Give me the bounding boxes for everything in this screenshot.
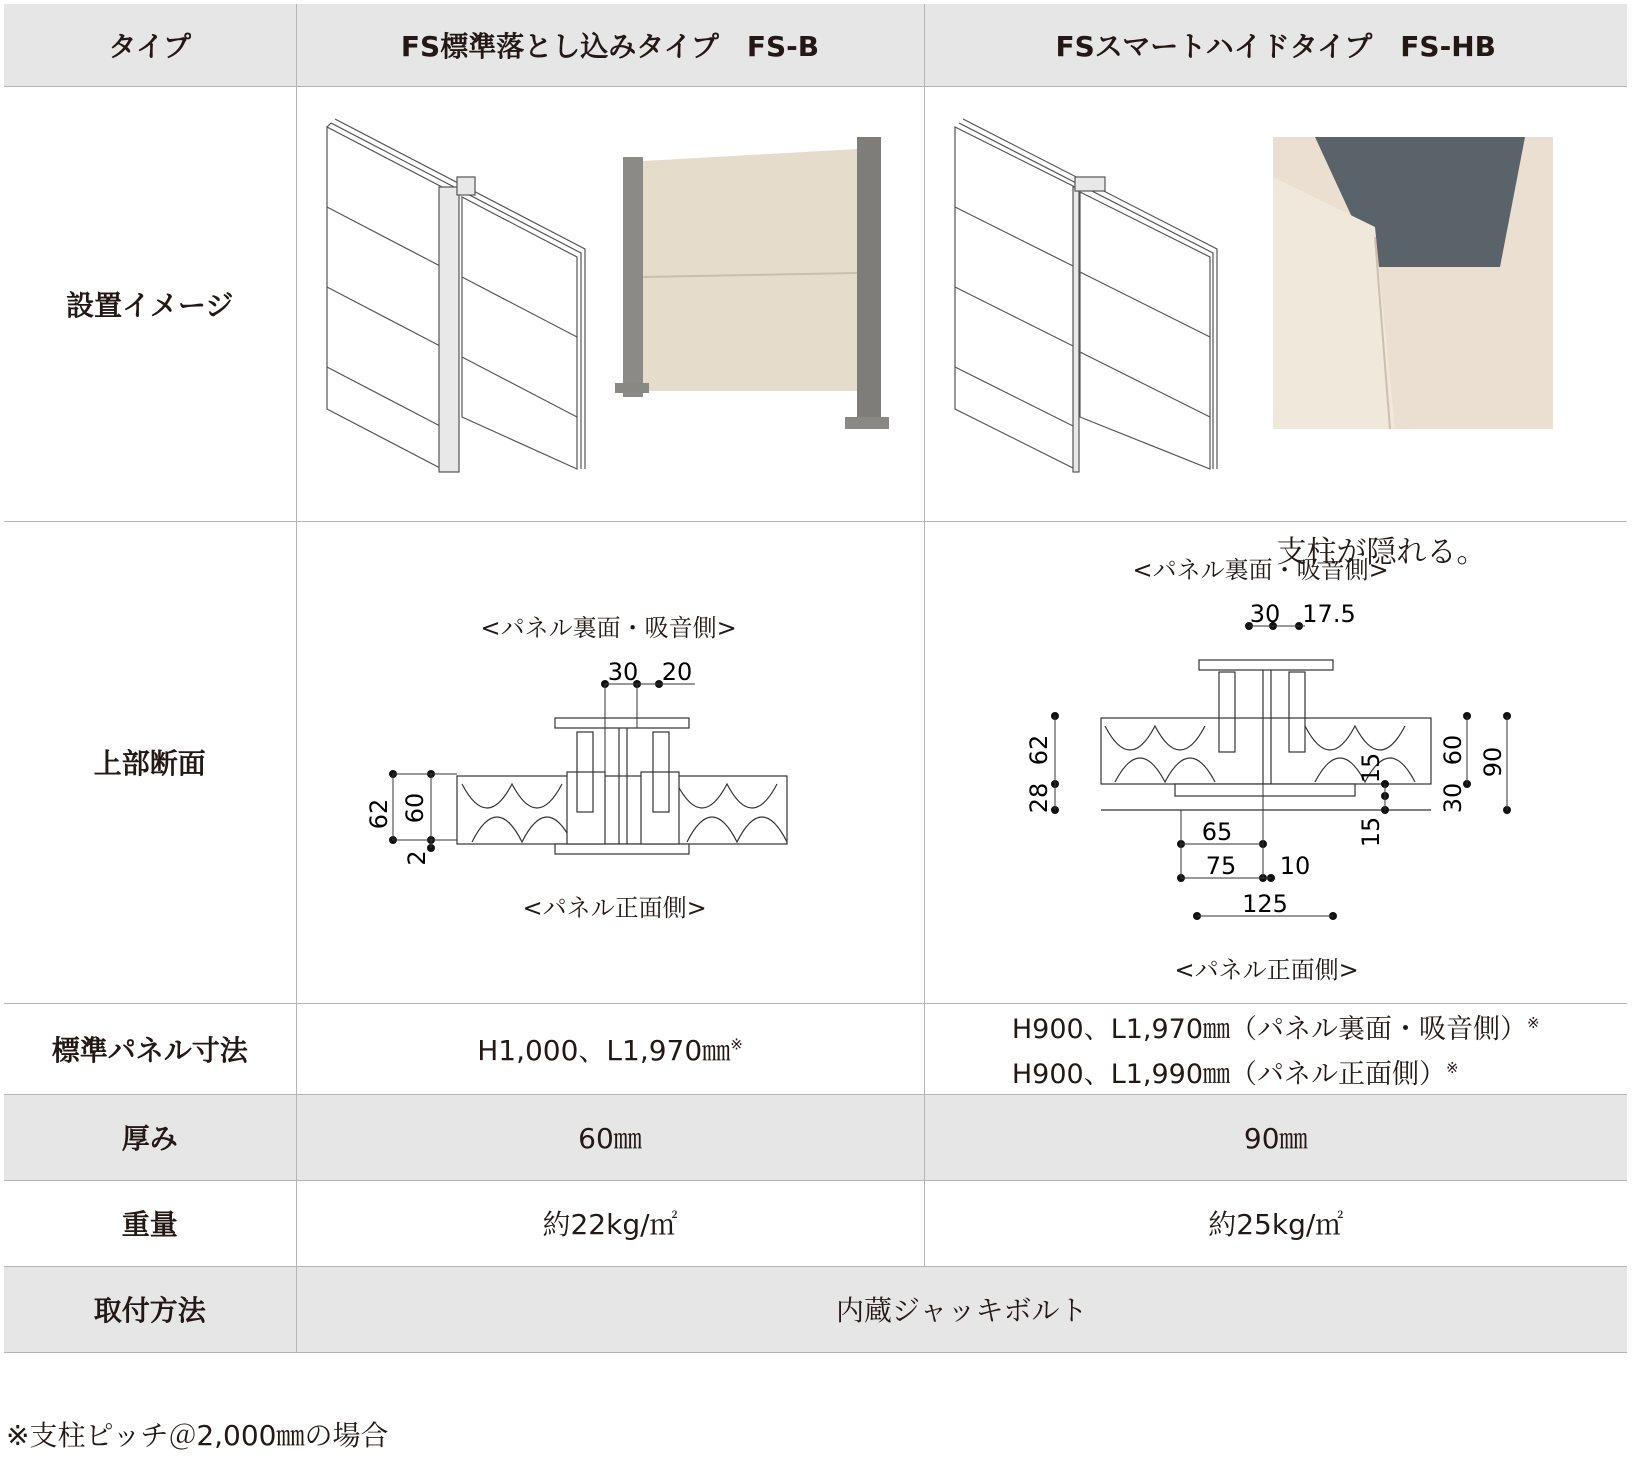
mount-row <box>4 1266 1627 1352</box>
fsb-photo <box>615 137 889 429</box>
fsb-section-cell <box>296 521 924 1003</box>
fsb-image-cell <box>296 86 924 521</box>
fsb-section-drawing <box>297 522 925 1004</box>
fshb-dim-75: 75 <box>1205 851 1236 880</box>
fshb-dim-15-a: 15 <box>1356 752 1385 783</box>
image-row-label: 設置イメージ <box>4 86 296 521</box>
mount-label: 取付方法 <box>4 1266 296 1352</box>
fshb-section-cell <box>924 521 1627 1003</box>
fshb-weight: 約25kg/㎡ <box>924 1180 1627 1266</box>
section-row <box>4 521 1627 1003</box>
header-row <box>4 4 1627 86</box>
fshb-install-illustration <box>925 87 1628 517</box>
fshb-section-bottom-label: <パネル正面側> <box>1174 955 1359 984</box>
image-row <box>4 86 1627 521</box>
fsb-dim-62: 62 <box>364 798 393 829</box>
fshb-dim-90: 90 <box>1478 746 1507 777</box>
fsb-panel-size <box>296 1003 924 1094</box>
fshb-dim-10: 10 <box>1279 851 1310 880</box>
fshb-dim-17-5: 17.5 <box>1301 599 1356 628</box>
fshb-panel-size-note-2: ※ <box>1446 1058 1459 1077</box>
weight-label: 重量 <box>4 1180 296 1266</box>
fsb-weight: 約22kg/㎡ <box>296 1180 924 1266</box>
fsb-dim-2: 2 <box>402 849 431 866</box>
fshb-dim-28: 28 <box>1024 782 1053 813</box>
fshb-dim-60: 60 <box>1438 734 1467 765</box>
fsb-install-illustration <box>297 87 925 517</box>
fshb-panel-size <box>924 1003 1627 1094</box>
fshb-dim-62: 62 <box>1024 734 1053 765</box>
fshb-dim-30: 30 <box>1249 599 1280 628</box>
fshb-section-drawing <box>925 522 1628 1004</box>
fshb-photo <box>1273 137 1553 429</box>
header-fsb: FS標準落とし込みタイプ FS-B <box>296 4 924 86</box>
fsb-thickness: 60㎜ <box>296 1094 924 1180</box>
spec-table <box>4 4 1627 1353</box>
thickness-row <box>4 1094 1627 1180</box>
fshb-section-top-label: <パネル裏面・吸音側> <box>1132 555 1389 584</box>
header-fshb: FSスマートハイドタイプ FS-HB <box>924 4 1627 86</box>
fshb-thickness: 90㎜ <box>924 1094 1627 1180</box>
section-row-label: 上部断面 <box>4 521 296 1003</box>
fshb-dim-15-b: 15 <box>1356 816 1385 847</box>
fshb-panel-size-1: H900、L1,970㎜（パネル裏面・吸音側） <box>1011 1013 1528 1045</box>
fsb-panel-size-note: ※ <box>730 1035 743 1054</box>
panel-size-label: 標準パネル寸法 <box>4 1003 296 1094</box>
fsb-dim-30: 30 <box>607 657 638 686</box>
mount-value: 内蔵ジャッキボルト <box>296 1266 1627 1352</box>
weight-row <box>4 1180 1627 1266</box>
fsb-section-top-label: <パネル裏面・吸音側> <box>480 613 737 642</box>
fsb-section-bottom-label: <パネル正面側> <box>522 893 707 922</box>
fshb-panel-size-2: H900、L1,990㎜（パネル正面側） <box>1011 1058 1447 1090</box>
fsb-panel-size-text: H1,000、L1,970㎜ <box>477 1033 731 1067</box>
fsb-dim-60: 60 <box>400 792 429 823</box>
fsb-dim-20: 20 <box>661 657 692 686</box>
fshb-image-caption: 支柱が隠れる。 <box>1276 534 1487 570</box>
fshb-panel-size-note-1: ※ <box>1527 1013 1540 1032</box>
header-type: タイプ <box>4 4 296 86</box>
panel-size-row <box>4 1003 1627 1094</box>
thickness-label: 厚み <box>4 1094 296 1180</box>
footnote: ※支柱ピッチ＠2,000㎜の場合 <box>6 1419 389 1452</box>
fshb-dim-30-b: 30 <box>1438 782 1467 813</box>
fshb-dim-125: 125 <box>1241 889 1288 918</box>
fshb-dim-65: 65 <box>1201 817 1232 846</box>
